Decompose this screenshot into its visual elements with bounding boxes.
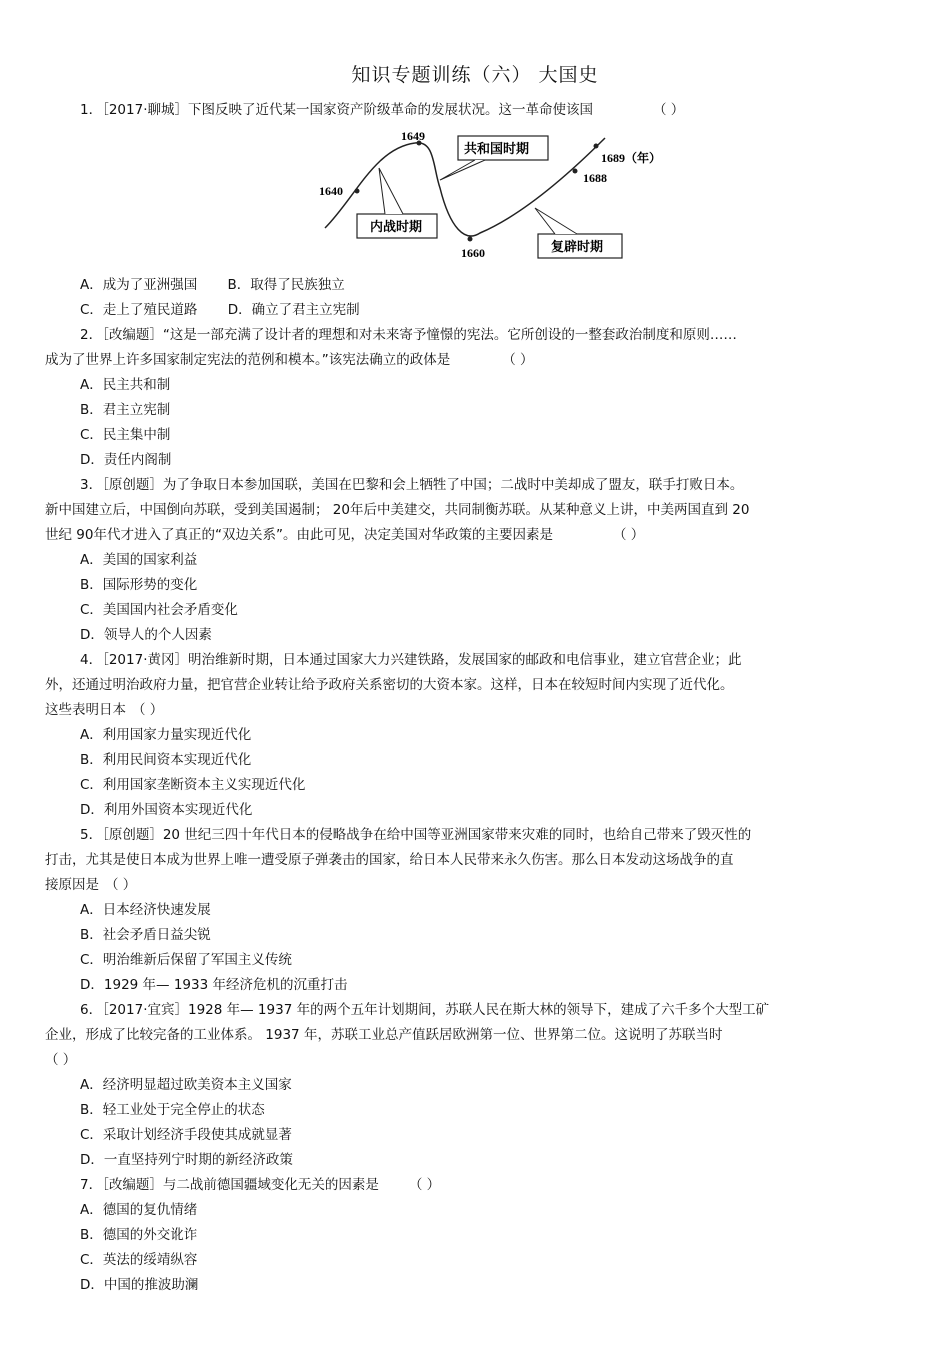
q2-option-d: D．责任内阁制 xyxy=(80,452,172,468)
q5-option-d: D．1929 年— 1933 年经济危机的沉重打击 xyxy=(80,977,348,993)
q2-option-b: B．君主立宪制 xyxy=(80,402,171,418)
q2-answer-blank: （ ） xyxy=(502,352,534,368)
q7-stem-line-1: 7．［改编题］与二战前德国疆域变化无关的因素是 （ ） xyxy=(80,1177,441,1193)
q1-options-row-1 xyxy=(80,276,345,294)
q5-option-b: B．社会矛盾日益尖锐 xyxy=(80,927,211,943)
restoration-pointer xyxy=(535,208,577,234)
q7-option-a: A．德国的复仇情绪 xyxy=(80,1202,198,1218)
q7-option-c: C．英法的绥靖纵容 xyxy=(80,1252,198,1268)
q3-stem-line-1: 3．［原创题］为了争取日本参加国联，美国在巴黎和会上牺牲了中国；二战时中美却成了盟友，联手打败日本。 xyxy=(80,477,744,493)
q4-answer-blank: （ ） xyxy=(132,702,164,718)
revolution-curve-diagram xyxy=(315,128,675,268)
q3-answer-blank: （ ） xyxy=(612,527,645,543)
q5-stem-line-1: 5．［原创题］20 世纪三四十年代日本的侵略战争在给中国等亚洲国家带来灾难的同时，也给自己带来了毁灭性的 xyxy=(80,827,752,843)
label-1649: 1649 xyxy=(401,129,425,143)
q4-option-b: B．利用民间资本实现近代化 xyxy=(80,752,252,768)
q6-stem-line-3 xyxy=(45,1051,76,1069)
q6-option-a: A．经济明显超过欧美资本主义国家 xyxy=(80,1077,292,1093)
q5-option-c: C．明治维新后保留了军国主义传统 xyxy=(80,952,292,968)
q6-option-b: B．轻工业处于完全停止的状态 xyxy=(80,1102,265,1118)
q4-option-c: C．利用国家垄断资本主义实现近代化 xyxy=(80,777,306,793)
q7-answer-blank: （ ） xyxy=(408,1177,441,1193)
q4-stem-line-3: 这些表明日本 （ ） xyxy=(45,702,164,718)
point-1688 xyxy=(573,169,578,174)
q6-option-d: D．一直坚持列宁时期的新经济政策 xyxy=(80,1152,293,1168)
civil-war-label: 内战时期 xyxy=(370,220,423,235)
q3-option-d: D．领导人的个人因素 xyxy=(80,627,212,643)
q3-option-c: C．美国国内社会矛盾变化 xyxy=(80,602,238,618)
q2-stem-line-1: 2．［改编题］“这是一部充满了设计者的理想和对未来寄予憧憬的宪法。它所创设的一整套政治制度和原则…… xyxy=(80,327,737,343)
q5-stem-line-2: 打击，尤其是使日本成为世界上唯一遭受原子弹袭击的国家，给日本人民带来永久伤害。那么日本发动这场战争的直 xyxy=(45,852,734,868)
q1-options-row-2 xyxy=(80,301,360,319)
civil-war-pointer xyxy=(379,168,403,214)
q3-option-b: B．国际形势的变化 xyxy=(80,577,198,593)
point-1640 xyxy=(355,189,360,194)
label-1689: 1689（年） xyxy=(601,151,662,165)
commonwealth-label: 共和国时期 xyxy=(464,142,530,157)
q5-answer-blank: （ ） xyxy=(105,877,137,893)
q4-option-d: D．利用外国资本实现近代化 xyxy=(80,802,253,818)
q1-stem-line-1: 1．［2017·聊城］下图反映了近代某一国家资产阶级革命的发展状况。这一革命使该国 （ ） xyxy=(80,102,685,118)
q3-stem-line-2: 新中国建立后，中国倒向苏联，受到美国遏制； 20年后中美建交，共同制衡苏联。从某种意义上讲，中美两国直到 20 xyxy=(45,502,750,518)
q1-option-c: C．走上了殖民道路 xyxy=(80,302,198,318)
q4-stem-line-1: 4．［2017·黄冈］明治维新时期，日本通过国家大力兴建铁路，发展国家的邮政和电信事业，建立官营企业；此 xyxy=(80,652,742,668)
q2-option-c: C．民主集中制 xyxy=(80,427,171,443)
q3-option-a: A．美国的国家利益 xyxy=(80,552,198,568)
point-1689 xyxy=(594,144,599,149)
label-1688: 1688 xyxy=(583,171,607,185)
q3-stem-line-3: 世纪 90年代才进入了真正的“双边关系”。由此可见，决定美国对华政策的主要因素是 （ ） xyxy=(45,527,645,543)
q2-stem-line-2: 成为了世界上许多国家制定宪法的范例和模本。”该宪法确立的政体是 （ ） xyxy=(45,352,534,368)
q5-option-a: A．日本经济快速发展 xyxy=(80,902,211,918)
q6-stem-line-2: 企业，形成了比较完备的工业体系。 1937 年，苏联工业总产值跃居欧洲第一位、世界第二位。这说明了苏联当时 xyxy=(45,1027,723,1043)
q5-stem-line-3: 接原因是 （ ） xyxy=(45,877,137,893)
q4-stem-line-2: 外，还通过明治政府力量，把官营企业转让给予政府关系密切的大资本家。这样，日本在较短时间内实现了近代化。 xyxy=(45,677,734,693)
label-1640: 1640 xyxy=(319,184,343,198)
q1-answer-blank: （ ） xyxy=(653,102,685,118)
q1-option-b: B．取得了民族独立 xyxy=(227,277,345,293)
q1-option-d: D．确立了君主立宪制 xyxy=(227,302,360,318)
point-1660 xyxy=(468,237,473,242)
q6-answer-blank: （ ） xyxy=(45,1052,77,1068)
q7-option-b: B．德国的外交讹诈 xyxy=(80,1227,198,1243)
restoration-label: 复辟时期 xyxy=(551,240,604,255)
page-title: 知识专题训练（六） 大国史 xyxy=(351,64,599,86)
q1-option-a: A．成为了亚洲强国 xyxy=(80,277,198,293)
q6-stem-line-1: 6．［2017·宜宾］1928 年— 1937 年的两个五年计划期间，苏联人民在斯大林的领导下，建成了六千多个大型工矿 xyxy=(80,1002,770,1018)
commonwealth-pointer xyxy=(440,160,485,180)
q7-option-d: D．中国的推波助澜 xyxy=(80,1277,199,1293)
revolution-timeline-figure xyxy=(315,128,675,268)
q4-option-a: A．利用国家力量实现近代化 xyxy=(80,727,252,743)
q6-option-c: C．采取计划经济手段使其成就显著 xyxy=(80,1127,292,1143)
q2-option-a: A．民主共和制 xyxy=(80,377,171,393)
label-1660: 1660 xyxy=(461,246,485,260)
